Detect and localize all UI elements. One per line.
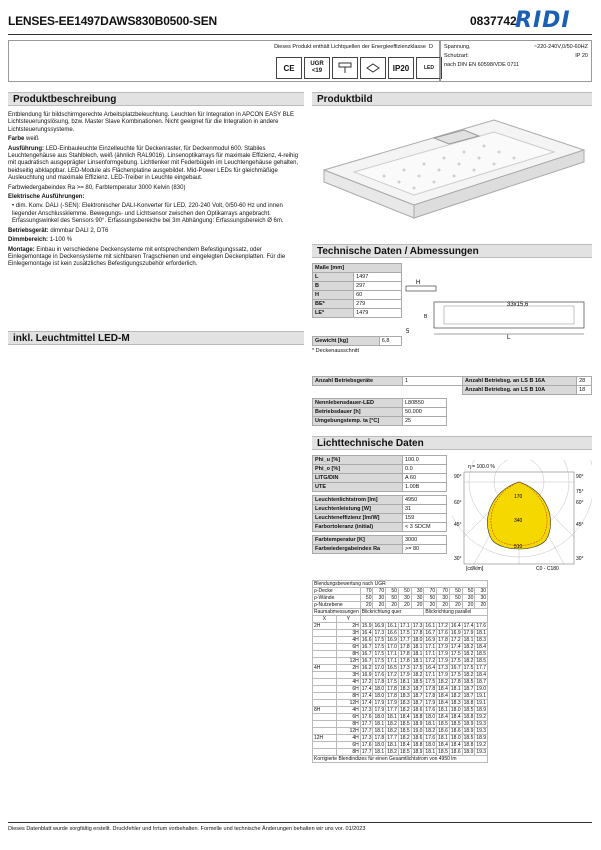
svg-text:75°: 75° <box>576 489 584 495</box>
cutout-note: * Deckenausschnitt <box>312 348 360 354</box>
ugr-row: 3H 16.9 17.6 17.2 17.9 18.2 17.1 17.9 17.5 18.2 18.4 <box>313 672 488 679</box>
footer-divider <box>8 822 592 823</box>
ugr-row: 6H 17.6 18.0 18.1 18.4 18.8 18.0 18.4 18.4 18.8 19.2 <box>313 714 488 721</box>
ugr-row: 12H 17.7 18.1 18.2 18.5 19.0 18.2 18.6 18.6 18.9 19.3 <box>313 728 488 735</box>
ugr-row: 4H 16.6 17.5 16.9 17.7 18.0 16.9 17.8 17.2 18.1 18.3 <box>313 637 488 644</box>
svg-text:L: L <box>507 335 511 340</box>
weight-table: Gewicht [kg] 6,8 <box>312 336 402 346</box>
polar-diagram <box>452 460 592 572</box>
led-icon: LED <box>416 57 442 79</box>
spec-box: Spannung, ~220-240V,0/50-60HZ Schutzart: IP 20 nach DIN EN 60598/VDE 0711 <box>440 40 592 82</box>
section-light: Lichttechnische Daten <box>312 436 592 450</box>
ugr-row: 6H 17.4 18.0 17.8 18.3 18.7 17.8 18.4 18.1 18.7 19.0 <box>313 686 488 693</box>
energy-text: Dieses Produkt enthält Lichtquellen der Energieeffizienzklasse D <box>274 44 433 50</box>
svg-text:33x15,6: 33x15,6 <box>507 302 529 308</box>
article-number: 0837742 <box>470 14 517 28</box>
ugr-row: 3H 16.4 17.3 16.6 17.5 17.8 16.7 17.6 16.9 17.9 18.1 <box>313 630 488 637</box>
dimensions-table: Maße [mm] L 1497 B 297 H 60 BE* 279 LE* 1479 <box>312 263 402 318</box>
ugr-row: 12H 4H 17.3 17.8 17.7 18.2 18.6 17.6 18.1 18.0 18.5 18.9 <box>314 735 487 741</box>
svg-text:5: 5 <box>406 329 410 335</box>
mounting-icon <box>332 57 358 79</box>
svg-text:90°: 90° <box>576 474 584 480</box>
ugr-row: 4H 2H 16.2 17.0 16.5 17.3 17.5 16.4 17.3 16.7 17.5 17.7 <box>314 665 487 671</box>
ugr-row: 6H 16.7 17.5 17.0 17.8 18.1 17.1 17.9 17.4 18.2 18.4 <box>313 644 488 651</box>
ugr-row: 2H 2H 15.9 16.9 16.1 17.1 17.3 16.1 17.2 16.4 17.4 17.6 <box>314 623 487 629</box>
svg-text:510: 510 <box>514 544 523 550</box>
lamp-icon <box>360 57 386 79</box>
ugr-row: 12H 17.4 17.9 17.9 18.3 18.7 17.9 18.4 18.3 18.8 19.1 <box>313 700 488 707</box>
product-image <box>314 110 592 232</box>
brand-logo: RIDI <box>515 8 571 33</box>
svg-text:30°: 30° <box>576 556 584 562</box>
svg-text:30°: 30° <box>454 556 462 562</box>
description-body: Entblendung für bildschirmgerechte Arbeitsplatzbeleuchtung. Leuchten für Integration in APCON EASY BLE Lichtsteuerungslösung, bzw. Master Slave Kombinationen. Nicht geeignet für die Integration in andere Lichtsteuerungssysteme. Farbe weiß Ausführung: LED-Einbauleuchte Einzelleuchte für Deckenraster, für Deckenmodul 600. Stabiles Leuchtengehäuse aus Stahlblech, weiß (ähnlich RAL9016). Linsenoptikarrays für maximale Effizienz, 4-reihig mit quadratisch ausgeprägter Linsenformgebung. Lichtlenker mit Federbügeln im Leuchtengehäuse gehalten, beidseitig abklappbar. LED-Module als Flächenplatine ausgebildet. Mid-Power LEDs für gleichmäßige Ausleuchtung und maximale Effizienz. LED-Treiber in Leuchte eingebaut. Farbwiedergabeindex Ra >= 80, Farbtemperatur 3000 Kelvin (830) Elektrische Ausführungen: • dim. Konv. DALI (-SEN): Elektronischer DALI-Konverter für LED, 220-240 Volt, 0/50-60 Hz und innen liegender Anschlussklemme. Bewegungs- und Lichtsensor zwischen den Optikarrays angebracht. Erfassungswinkel des Sensors 90°. Erfassungsbereiche bei 3m Abhängung: Erfassungsbereich Ø 6m. Betriebsgerät: dimmbar DALI 2, DT6 Dimmbereich: 1-100 % Montage: Einbau in verschiedene Deckensysteme mit entsprechendem Befestigungssatz, oder Einlegemontage in Deckensysteme mit sichtbaren Tragschienen und eingelegten Deckenplatten. Für die Einlegemontage ist kein zusätzliches Befestigungszubehör erforderlich. <box>8 112 299 268</box>
ugr-row: 12H 16.7 17.5 17.1 17.8 18.1 17.2 17.9 17.5 18.2 18.5 <box>313 658 488 665</box>
svg-text:η = 100.0 %: η = 100.0 % <box>468 464 495 470</box>
section-description: Produktbeschreibung <box>8 92 304 106</box>
svg-text:90°: 90° <box>454 474 462 480</box>
svg-text:45°: 45° <box>454 522 462 528</box>
ugr-row: 8H 4H 17.3 17.9 17.7 18.2 18.6 17.6 18.1 18.0 18.5 18.9 <box>314 707 487 713</box>
product-title: LENSES-EE1497DAWS830B0500-SEN <box>8 14 217 28</box>
photometric-table: Phi_u [%] 100.0 Phi_o [%] 0.0 LITG/DIN A 60 UTE 1.00B Leuchtenlichtstrom [lm] 4950 Leuchtenleistung [W] 31 Leuchteneffizienz [lm/W] 159 Farbortoleranz (initial) < 3 SDCM Farbtemperatur [K] 3000 Farbwiedergabeindex Ra >= 80 <box>312 455 447 554</box>
ugr-icon: UGR <19 <box>304 57 330 79</box>
ugr-row: 8H 17.4 18.0 17.8 18.3 18.7 17.8 18.4 18.2 18.7 19.1 <box>313 693 488 700</box>
certification-icons <box>276 57 442 79</box>
ip20-icon: IP20 <box>388 57 414 79</box>
svg-text:B: B <box>424 314 428 320</box>
ugr-table: Blendungsbewertung nach UGR ρ-Decke 70 70 50 50 30 70 70 50 50 30 ρ-Wände 50 30 50 30 30 50 30 50 30 30 ρ-Nutzebene 20 20 20 20 20 20 20 20 20 20 Raumabmessungen Blickrichtung quer Blickrichtung parallel X Y 2H 2H 15.9 16.9 16.1 17.1 17.3 16.1 17.2 16.4 17.4 17.6 3H 16.4 17.3 16.6 17.5 17.8 16.7 17.6 16.9 17.9 18.1 4H 16.6 17.5 16.9 17.7 18.0 16.9 17.8 17.2 18.1 18.3 6H 16.7 17.5 17.0 17.8 18.1 17.1 17.9 17.4 18.2 18.4 8H 16.7 17.5 17.1 17.8 18.1 17.1 17.9 17.5 18.2 18.5 12H 16.7 17.5 17.1 17.8 18.1 17.2 17.9 17.5 18.2 18.5 4H 2H 16.2 17.0 16.5 17.3 17.5 16.4 17.3 16.7 17.5 17.7 3H 16.9 17.6 17.2 17.9 18.2 17.1 17.9 17.5 18.2 18.4 4H 17.2 17.8 17.5 18.1 18.5 17.5 18.2 17.8 18.5 18.7 6H 17.4 18.0 17.8 18.3 18.7 17.8 18.4 18.1 18.7 19.0 8H 17.4 18.0 17.8 18.3 18.7 17.8 18.4 18.2 18.7 19.1 12H 17.4 17.9 17.9 18.3 18.7 17.9 18.4 18.3 18.8 19.1 8H 4H 17.3 17.9 17.7 18.2 18.6 17.6 18.1 18.0 18.5 18.9 6H 17.6 18.0 18.1 18.4 18.8 18.0 18.4 18.4 18.8 19.2 8H 17.7 18.1 18.2 18.5 18.9 18.1 18.5 18.5 18.9 19.3 12H 17.7 18.1 18.2 18.5 19.0 18.2 18.6 18.6 18.9 19.3 12H 4H 17.3 17.8 17.7 18.2 18.6 17.6 18.1 18.0 18.5 18.9 6H 17.6 18.0 18.1 18.4 18.8 18.0 18.4 18.4 18.8 19.2 8H 17.7 18.1 18.2 18.5 18.9 18.1 18.5 18.6 18.9 19.3 Korrigierte Blendindizes für einen Gesamtlichtstrom von 4950 lm <box>314 581 487 762</box>
svg-text:[cd/klm]: [cd/klm] <box>466 566 484 572</box>
svg-text:60°: 60° <box>454 500 462 506</box>
svg-text:340: 340 <box>514 518 523 524</box>
section-included: inkl. Leuchtmittel LED-M <box>8 331 304 345</box>
footer-disclaimer: Dieses Datenblatt wurde sorgfältig erstellt. Druckfehler und Irrtum vorbehalten. Formelle und technische Änderungen behalten wir uns vor. 01/2023 <box>8 826 366 832</box>
svg-text:60°: 60° <box>576 500 584 506</box>
svg-text:45°: 45° <box>576 522 584 528</box>
header-divider <box>8 34 592 35</box>
lifetime-table: Nennlebensdauer-LED L80B50 Betriebsdauer [h] 50.000 Umgebungstemp. ta [°C] 25 <box>312 398 447 426</box>
section-image: Produktbild <box>312 92 592 106</box>
svg-text:H: H <box>416 280 421 286</box>
dimension-drawing <box>404 276 592 340</box>
ce-icon: CE <box>276 57 302 79</box>
svg-text:170: 170 <box>514 494 523 500</box>
operating-devices-table: Anzahl Betriebsgeräte 1 Anzahl Betriebsg. an LS B 16A 28 Anzahl Betriebsg. an LS B 10A 18 <box>312 376 592 395</box>
ugr-row: 8H 16.7 17.5 17.1 17.8 18.1 17.1 17.9 17.5 18.2 18.5 <box>313 651 488 658</box>
ugr-row: 8H 17.7 18.1 18.2 18.5 18.9 18.1 18.5 18.5 18.9 19.3 <box>313 721 488 728</box>
section-tech: Technische Daten / Abmessungen <box>312 244 592 258</box>
ugr-row: 6H 17.6 18.0 18.1 18.4 18.8 18.0 18.4 18.4 18.8 19.2 <box>313 742 488 749</box>
ugr-row: 8H 17.7 18.1 18.2 18.5 18.9 18.1 18.5 18.6 18.9 19.3 <box>313 749 488 756</box>
ugr-row: 4H 17.2 17.8 17.5 18.1 18.5 17.5 18.2 17.8 18.5 18.7 <box>313 679 488 686</box>
svg-text:C0 - C180: C0 - C180 <box>536 566 559 572</box>
